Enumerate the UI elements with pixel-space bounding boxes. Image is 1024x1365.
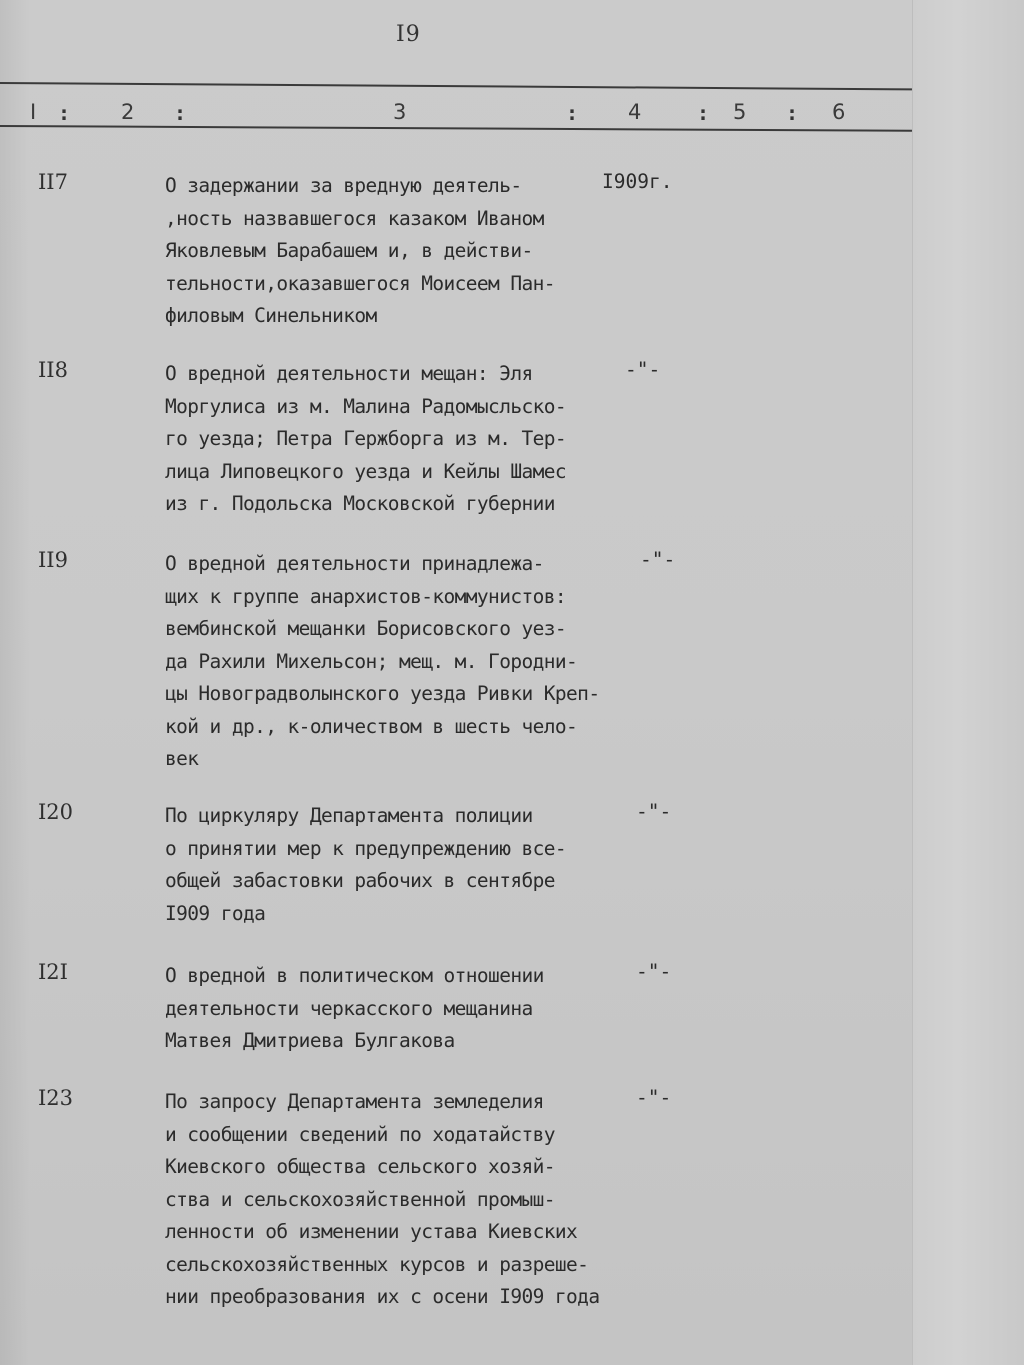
entry-line: О вредной деятельности мещан: Эля — [165, 362, 533, 385]
column-header-2: 2 — [121, 100, 135, 124]
entry-line: нии преобразования их с осени I909 года — [165, 1285, 600, 1308]
entry-line: ства и сельскохозяйственной промыш- — [165, 1187, 555, 1211]
entry-number: II8 — [38, 358, 68, 382]
entry-number: I20 — [38, 800, 74, 824]
entry-line: о принятии мер к предупреждению все- — [165, 836, 567, 860]
entry-line: I909 года — [165, 901, 266, 925]
entry-line: О вредной деятельности принадлежа- — [165, 552, 544, 575]
entry-date: I909г. — [602, 170, 673, 193]
entry-date-ditto: -"- — [636, 1086, 672, 1109]
entry-line: Киевского общества сельского хозяй- — [165, 1155, 555, 1178]
column-separator: : — [174, 101, 187, 125]
entry-line: из г. Подольска Московской губернии — [165, 492, 555, 515]
entry-date-ditto: -"- — [636, 960, 672, 983]
entry-line: ленности об изменении устава Киевских — [165, 1220, 578, 1243]
column-separator: : — [58, 101, 71, 125]
column-header-3: 3 — [393, 100, 407, 124]
entry-number: I23 — [38, 1086, 74, 1110]
column-header-6: 6 — [832, 100, 846, 124]
column-separator: : — [566, 101, 579, 125]
entry-line: По циркуляру Департамента полиции — [165, 804, 533, 827]
page-number: I9 — [396, 22, 421, 47]
entry-line: филовым Синельником — [165, 304, 377, 327]
column-header-5: 5 — [733, 100, 747, 124]
entry-number: II9 — [38, 548, 68, 572]
column-header-4: 4 — [628, 100, 642, 124]
entry-line: Моргулиса из м. Малина Радомысльско- — [165, 394, 567, 418]
entry-description — [165, 800, 665, 930]
entry-line: тельности,оказавшегося Моисеем Пан- — [165, 271, 555, 295]
column-separator: : — [697, 101, 710, 125]
entry-line: кой и др., к-оличеством в шесть чело- — [165, 714, 578, 738]
entry-line: общей забастовки рабочих в сентябре — [165, 869, 555, 892]
entry-description — [165, 1086, 665, 1314]
entry-number: I2I — [38, 960, 68, 984]
entry-line: щих к группе анархистов-коммунистов: — [165, 584, 567, 608]
entry-line: лица Липовецкого уезда и Кейлы Шамес — [165, 459, 567, 483]
entry-number: II7 — [38, 170, 68, 194]
entry-date-ditto: -"- — [636, 800, 672, 823]
entry-date-ditto: -"- — [640, 548, 676, 571]
entry-line: деятельности черкасского мещанина — [165, 996, 533, 1020]
entry-line: да Рахили Михельсон; мещ. м. Городни- — [165, 649, 578, 673]
entry-description — [165, 170, 665, 333]
entry-line: О задержании за вредную деятель- — [165, 174, 522, 197]
entry-description — [165, 548, 665, 776]
page-fold-margin — [912, 0, 1024, 1365]
entry-line: цы Новоградволынского уезда Ривки Креп- — [165, 682, 600, 705]
entry-description — [165, 960, 665, 1058]
entry-line: сельскохозяйственных курсов и разреше- — [165, 1252, 589, 1276]
entry-line: вембинской мещанки Борисовского уез- — [165, 617, 567, 640]
entry-description — [165, 358, 665, 521]
header-top-rule — [0, 82, 912, 90]
entry-date-ditto: -"- — [625, 358, 661, 381]
entry-line: век — [165, 747, 199, 770]
entry-line: ,ность назвавшегося казаком Иваном — [165, 206, 544, 230]
column-separator: : — [786, 101, 799, 125]
entry-line: Яковлевым Барабашем и, в действи- — [165, 239, 533, 262]
column-header-1: I — [30, 100, 37, 124]
entry-line: О вредной в политическом отношении — [165, 964, 544, 987]
entry-line: го уезда; Петра Гержборга из м. Тер- — [165, 427, 567, 450]
entry-line: По запросу Департамента земледелия — [165, 1090, 544, 1113]
entry-line: и сообщении сведений по ходатайству — [165, 1122, 555, 1146]
header-bottom-rule — [0, 125, 912, 132]
entry-line: Матвея Дмитриева Булгакова — [165, 1029, 455, 1052]
